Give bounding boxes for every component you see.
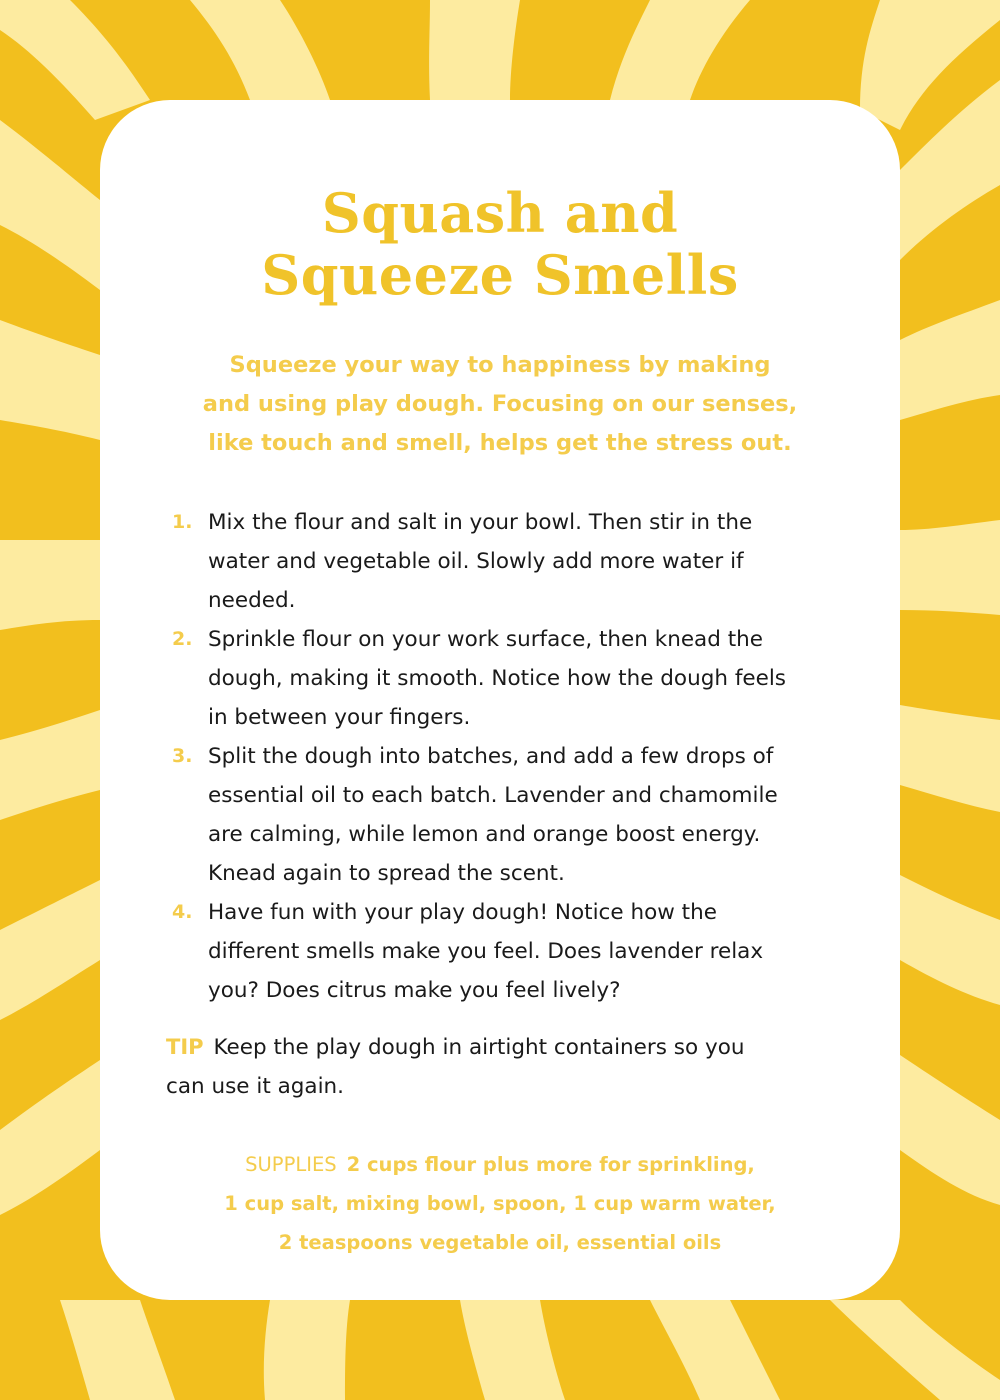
supplies-line: 1 cup salt, mixing bowl, spoon, 1 cup warm water, [224, 1192, 776, 1215]
intro-paragraph [180, 346, 820, 463]
step-number: 2. [172, 628, 193, 650]
step-item [166, 503, 826, 620]
step-line: needed. [208, 588, 296, 613]
supplies-line: 2 teaspoons vegetable oil, essential oils [278, 1231, 722, 1254]
step-line: dough, making it smooth. Notice how the dough feels [208, 666, 787, 691]
step-text [208, 620, 826, 737]
page-title [0, 182, 1000, 306]
supplies-line [180, 1145, 820, 1184]
step-line: Knead again to spread the scent. [208, 861, 565, 886]
supplies-text: 2 cups flour plus more for sprinkling, [346, 1153, 755, 1176]
tip-label: TIP [166, 1035, 204, 1059]
step-item [166, 893, 826, 1010]
tip-line: can use it again. [166, 1074, 345, 1099]
steps-list [166, 503, 826, 1010]
step-text [208, 737, 826, 893]
step-line: water and vegetable oil. Slowly add more water if [208, 549, 744, 574]
step-text [208, 503, 826, 620]
tip-line [166, 1028, 826, 1067]
step-line: are calming, while lemon and orange boost energy. [208, 822, 761, 847]
intro-line: Squeeze your way to happiness by making [229, 352, 771, 378]
step-line: Have fun with your play dough! Notice how the [208, 900, 717, 925]
title-line: Squash and [321, 181, 679, 245]
step-text [208, 893, 826, 1010]
step-line: Mix the flour and salt in your bowl. Then stir in the [208, 510, 753, 535]
step-number: 4. [172, 901, 193, 923]
step-line: you? Does citrus make you feel lively? [208, 978, 621, 1003]
step-line: Sprinkle flour on your work surface, then knead the [208, 627, 763, 652]
supplies-label: SUPPLIES [245, 1153, 337, 1176]
step-line: in between your fingers. [208, 705, 471, 730]
step-line: Split the dough into batches, and add a few drops of [208, 744, 774, 769]
step-line: different smells make you feel. Does lavender relax [208, 939, 764, 964]
intro-line: like touch and smell, helps get the stress out. [208, 430, 792, 456]
step-item [166, 620, 826, 737]
step-number: 1. [172, 511, 193, 533]
tip-text: Keep the play dough in airtight containers so you [213, 1035, 745, 1060]
intro-line: and using play dough. Focusing on our senses, [202, 391, 798, 417]
step-line: essential oil to each batch. Lavender and chamomile [208, 783, 778, 808]
step-number: 3. [172, 745, 193, 767]
supplies-list [180, 1145, 820, 1262]
step-item [166, 737, 826, 893]
tip-note [166, 1028, 826, 1106]
title-line: Squeeze Smells [261, 243, 739, 307]
